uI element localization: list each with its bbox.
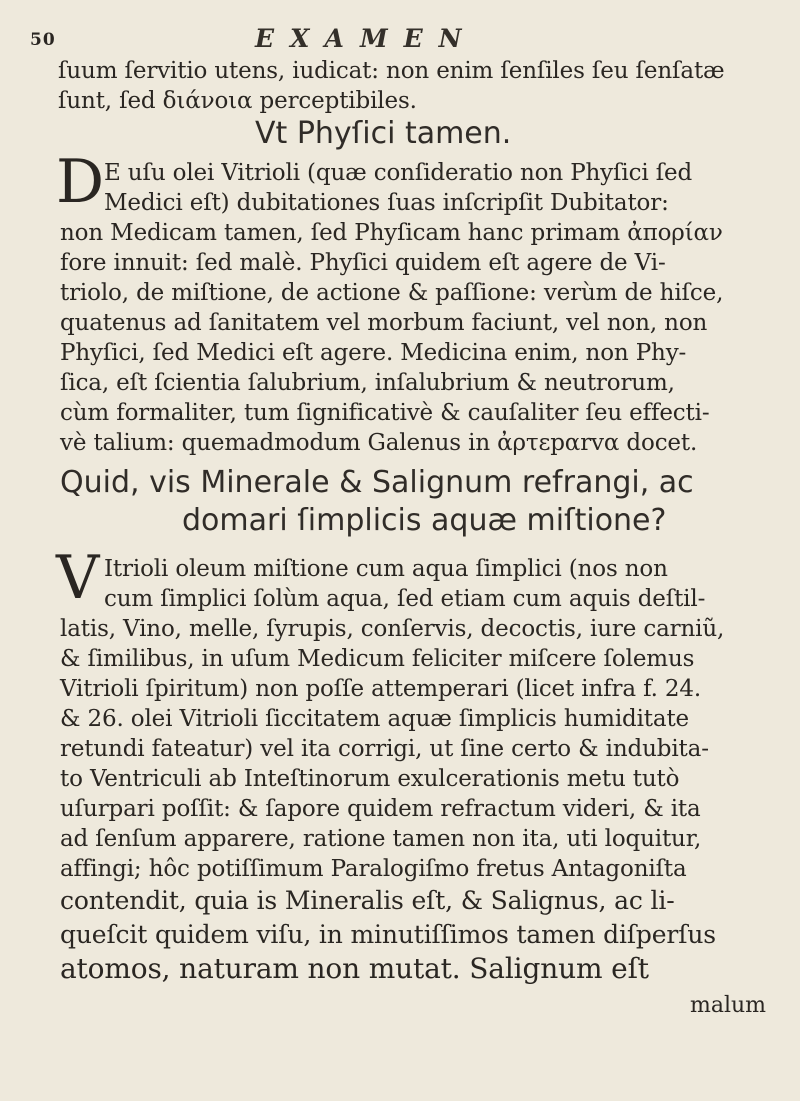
text-line: cum ſimplici ſolùm aqua, ſed etiam cum aquis deſtil- <box>104 586 706 612</box>
text-line: Medici eſt) dubitationes ſuas inſcripſit Dubitator: <box>104 190 669 216</box>
text-line: uſurpari poſſit: & ſapore quidem refractum videri, & ita <box>60 796 701 822</box>
text-line: Vitrioli ſpiritum) non poſſe attemperari (licet infra f. 24. <box>60 676 702 702</box>
text-line: & 26. olei Vitrioli ſiccitatem aquæ ſimplicis humiditate <box>60 706 690 732</box>
text-line: ſica, eſt ſcientia ſalubrium, inſalubrium & neutrorum, <box>60 370 675 396</box>
text-line: latis, Vino, melle, ſyrupis, conſervis, decoctis, iure carniũ, <box>60 616 725 642</box>
section-heading: Vt Phyſici tamen. <box>255 116 512 151</box>
text-line: contendit, quia is Mineralis eſt, & Salignus, ac li- <box>60 886 675 915</box>
text-line: fore innuit: ſed malè. Phyſici quidem eſt agere de Vi- <box>60 250 666 276</box>
page-number: 50 <box>30 30 56 50</box>
text-line: to Ventriculi ab Inteſtinorum exulcerationis metu tutò <box>60 766 680 792</box>
text-line: Itrioli oleum miſtione cum aqua ſimplici (nos non <box>104 556 668 582</box>
drop-cap: V <box>56 543 100 613</box>
text-line: retundi fateatur) vel ita corrigi, ut ſine certo & indubita- <box>60 736 709 762</box>
text-line: non Medicam tamen, ſed Phyſicam hanc primam ἀπορίαν <box>60 220 723 246</box>
text-line: affingi; hôc potiſſimum Paralogiſmo fretus Antagoniſta <box>60 856 687 882</box>
text-line: atomos, naturam non mutat. Salignum eſt <box>60 952 649 985</box>
text-line: queſcit quidem viſu, in minutiſſimos tamen diſperſus <box>60 920 716 949</box>
text-line: cùm formaliter, tum ſignificativè & cauſaliter ſeu effecti- <box>60 400 710 426</box>
section-heading-line: domari ſimplicis aquæ miſtione? <box>182 503 667 538</box>
text-line: Phyſici, ſed Medici eſt agere. Medicina enim, non Phy- <box>60 340 687 366</box>
drop-cap: D <box>56 147 105 217</box>
catchword: malum <box>690 993 767 1018</box>
text-line: ſunt, ſed διάνοια perceptibiles. <box>58 88 417 114</box>
text-line: triolo, de miſtione, de actione & paſſione: verùm de hiſce, <box>60 280 724 306</box>
running-head: EXAMEN <box>255 24 478 53</box>
text-line: ſuum ſervitio utens, iudicat: non enim ſenſiles ſeu ſenſatæ <box>58 58 725 84</box>
text-line: & ſimilibus, in uſum Medicum feliciter miſcere ſolemus <box>60 646 695 672</box>
section-heading-line: Quid, vis Minerale & Salignum refrangi, ac <box>60 465 694 500</box>
text-line: E uſu olei Vitrioli (quæ conſideratio non Phyſici ſed <box>104 160 693 186</box>
text-line: vè talium: quemadmodum Galenus in ἀρτεpαrvα docet. <box>60 430 698 456</box>
page-header <box>30 10 770 60</box>
text-line: quatenus ad ſanitatem vel morbum faciunt, vel non, non <box>60 310 708 336</box>
text-line: ad ſenſum apparere, ratione tamen non ita, uti loquitur, <box>60 826 702 852</box>
